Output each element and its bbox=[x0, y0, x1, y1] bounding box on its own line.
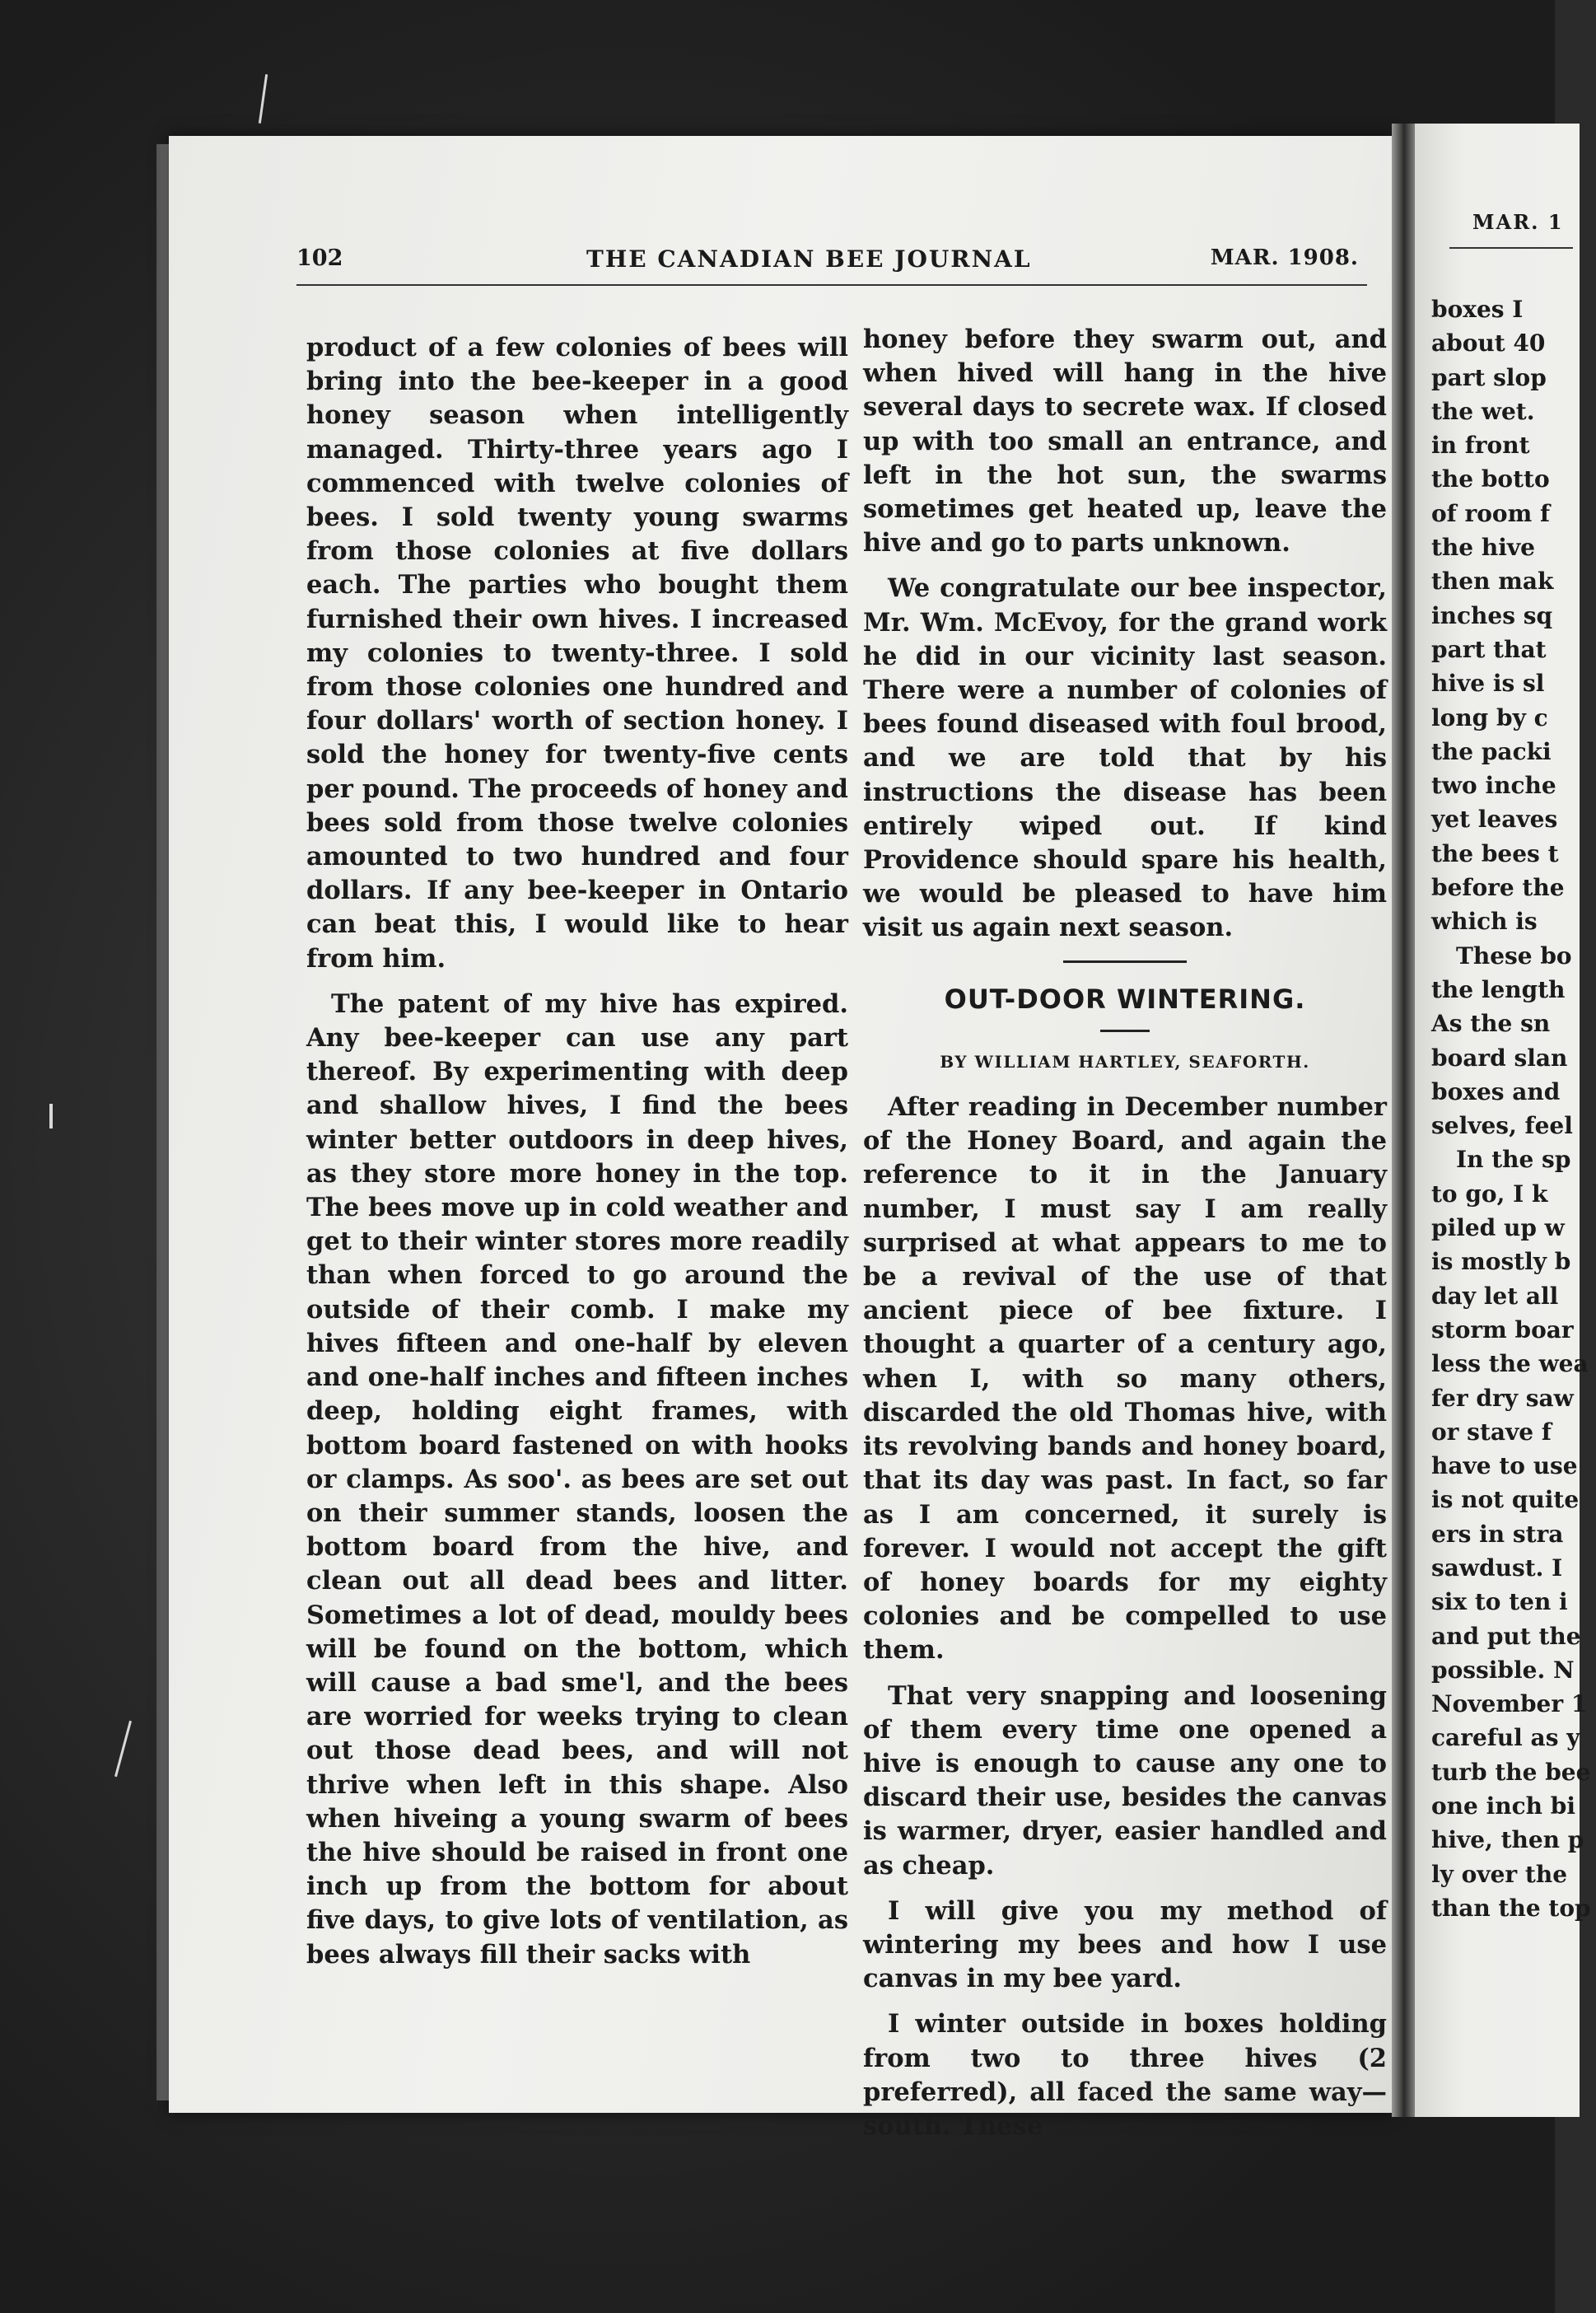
right-column-fragments bbox=[1431, 292, 1596, 1925]
header-rule bbox=[296, 284, 1367, 286]
text-fragment: less the wea bbox=[1431, 1350, 1589, 1378]
text-fragment: These bo bbox=[1456, 942, 1572, 970]
text-fragment: turb the bee bbox=[1431, 1758, 1591, 1786]
paragraph: I will give you my method of wintering my bees and how I use canvas in my bee yard. bbox=[863, 1895, 1387, 1994]
text-fragment: hive is sl bbox=[1431, 670, 1545, 698]
running-header bbox=[296, 245, 1359, 278]
text-fragment: November 1 bbox=[1431, 1690, 1588, 1718]
text-fragment: long by c bbox=[1431, 703, 1548, 731]
paragraph: That very snapping and loosening of them every time one opened a hive is enough to cause any one to discard their use, besides the canvas is warmer, dryer, easier handled and as cheap. bbox=[863, 1680, 1387, 1881]
text-fragment: selves, feel bbox=[1431, 1112, 1573, 1140]
issue-date: MAR. 1908. bbox=[1210, 245, 1359, 270]
text-fragment: ly over the bbox=[1431, 1860, 1568, 1888]
text-fragment: careful as y bbox=[1431, 1724, 1580, 1752]
paragraph: After reading in December number of the Honey Board, and again the reference to it in the January number, I must say I am really surprised at what appears to me to be a revival of the use of that ancient piece of bee fixture. I thought a quarter of a century ago, when I, with so many others, discarded the old Thomas hive, with its revolving bands and honey board, that its day was past. In fact, so far as I am concerned, it surely is forever. I would not accept the gift of honey boards for my eighty colonies and be compelled to use them. bbox=[863, 1092, 1387, 1666]
text-fragment: before the bbox=[1431, 874, 1565, 902]
text-fragment: the wet. bbox=[1431, 397, 1535, 425]
text-fragment: boxes I bbox=[1431, 296, 1524, 323]
text-fragment: is mostly b bbox=[1431, 1248, 1571, 1276]
paragraph: We congratulate our bee inspector, Mr. Wm. McEvoy, for the grand work he did in our vicinity last season. There were a number of colonies of bees found diseased with foul brood, and we are told that by his instructions the disease has been entirely wiped out. If kind Providence should spare his health, we would be pleased to have him visit us again next season. bbox=[863, 573, 1387, 943]
text-fragment: the length bbox=[1431, 975, 1566, 1003]
text-fragment: yet leaves bbox=[1431, 806, 1558, 834]
text-fragment: inches sq bbox=[1431, 601, 1553, 629]
article-title: OUT-DOOR WINTERING. bbox=[944, 983, 1306, 1015]
text-fragment: part slop bbox=[1431, 363, 1547, 391]
text-fragment: ers in stra bbox=[1431, 1520, 1564, 1548]
text-fragment: part that bbox=[1431, 635, 1547, 663]
left-column bbox=[306, 331, 848, 1972]
text-fragment: or stave f bbox=[1431, 1418, 1552, 1446]
text-fragment: In the sp bbox=[1456, 1146, 1571, 1174]
right-page-header: MAR. 1 bbox=[1472, 210, 1564, 234]
text-fragment: possible. N bbox=[1431, 1656, 1575, 1684]
text-fragment: and put the bbox=[1431, 1622, 1581, 1650]
title-rule bbox=[1100, 1030, 1150, 1032]
journal-title: THE CANADIAN BEE JOURNAL bbox=[586, 245, 1032, 273]
article-byline: BY WILLIAM HARTLEY, SEAFORTH. bbox=[940, 1051, 1310, 1072]
paragraph: product of a few colonies of bees will bring into the bee-keeper in a good honey season when intelligently managed. Thirty-three years ago I commenced with twelve colonies of bees. I sold twenty young swarms from those colonies at five dollars each. The parties who bought them furnished their own hives. I increased my colonies to twenty-three. I sold from those colonies one hundred and four dollars' worth of section honey. I sold the honey for twenty-five cents per pound. The proceeds of honey and bees sold from those twelve colonies amounted to two hundred and four dollars. If any bee-keeper in Ontario can beat this, I would like to hear from him. bbox=[306, 333, 848, 974]
text-fragment: the bees t bbox=[1431, 839, 1559, 867]
book-gutter bbox=[1392, 124, 1416, 2117]
text-fragment: one inch bi bbox=[1431, 1792, 1575, 1820]
text-fragment: to go, I k bbox=[1431, 1180, 1548, 1208]
text-fragment: hive, then p bbox=[1431, 1826, 1584, 1854]
text-fragment: of room f bbox=[1431, 499, 1550, 527]
text-fragment: in front bbox=[1431, 432, 1530, 460]
text-fragment: sawdust. I bbox=[1431, 1554, 1563, 1582]
text-fragment: about 40 bbox=[1431, 329, 1546, 357]
paragraph: The patent of my hive has expired. Any bee-keeper can use any part thereof. By experimenting with deep and shallow hives, I find the bees winter better outdoors in deep hives, as they store more honey in the top. The bees move up in cold weather and get to their winter stores more readily than when forced to go around the outside of their comb. I make my hives fifteen and one-half by eleven and one-half inches and fifteen inches deep, holding eight frames, with bottom board fastened on with hooks or clamps. As soo'. as bees are set out on their summer stands, loosen the bottom board from the hive, and clean out all dead bees and litter. Sometimes a lot of dead, mouldy bees will be found on the bottom, which will cause a bad sme'l, and the bees are worried for weeks trying to clean out those dead bees, and will not thrive when left in this shape. Also when hiveing a young swarm of bees the hive should be raised in front one inch up from the bottom for about five days, to give lots of ventilation, as bees always fill their sacks with bbox=[306, 988, 848, 1970]
section-divider bbox=[1063, 960, 1187, 963]
middle-column bbox=[863, 323, 1387, 2143]
paragraph: I winter outside in boxes holding from two to three hives (2 preferred), all faced the same way—south. These bbox=[863, 2009, 1387, 2141]
text-fragment: which is bbox=[1431, 908, 1538, 936]
text-fragment: day let all bbox=[1431, 1282, 1559, 1310]
text-fragment: piled up w bbox=[1431, 1214, 1565, 1242]
text-fragment: six to ten i bbox=[1431, 1588, 1568, 1616]
page-number: 102 bbox=[296, 245, 343, 271]
text-fragment: fer dry saw bbox=[1431, 1384, 1574, 1412]
text-fragment: the packi bbox=[1431, 737, 1552, 765]
film-scratch bbox=[49, 1104, 53, 1128]
text-fragment: then mak bbox=[1431, 568, 1554, 596]
text-fragment: As the sn bbox=[1431, 1010, 1551, 1038]
text-fragment: the botto bbox=[1431, 465, 1550, 493]
text-fragment: the hive bbox=[1431, 534, 1535, 562]
paragraph: honey before they swarm out, and when hived will hang in the hive several days to secrete wax. If closed up with too small an entrance, and left in the hot sun, the swarms sometimes get heated up, leave the hive and go to parts unknown. bbox=[863, 325, 1387, 558]
text-fragment: is not quite bbox=[1431, 1486, 1580, 1514]
right-header-rule bbox=[1449, 247, 1573, 249]
text-fragment: boxes and bbox=[1431, 1077, 1561, 1105]
text-fragment: board slan bbox=[1431, 1044, 1568, 1072]
text-fragment: have to use bbox=[1431, 1452, 1578, 1480]
text-fragment: than the top bbox=[1431, 1894, 1591, 1922]
text-fragment: two inche bbox=[1431, 772, 1556, 800]
text-fragment: storm boar bbox=[1431, 1315, 1574, 1343]
